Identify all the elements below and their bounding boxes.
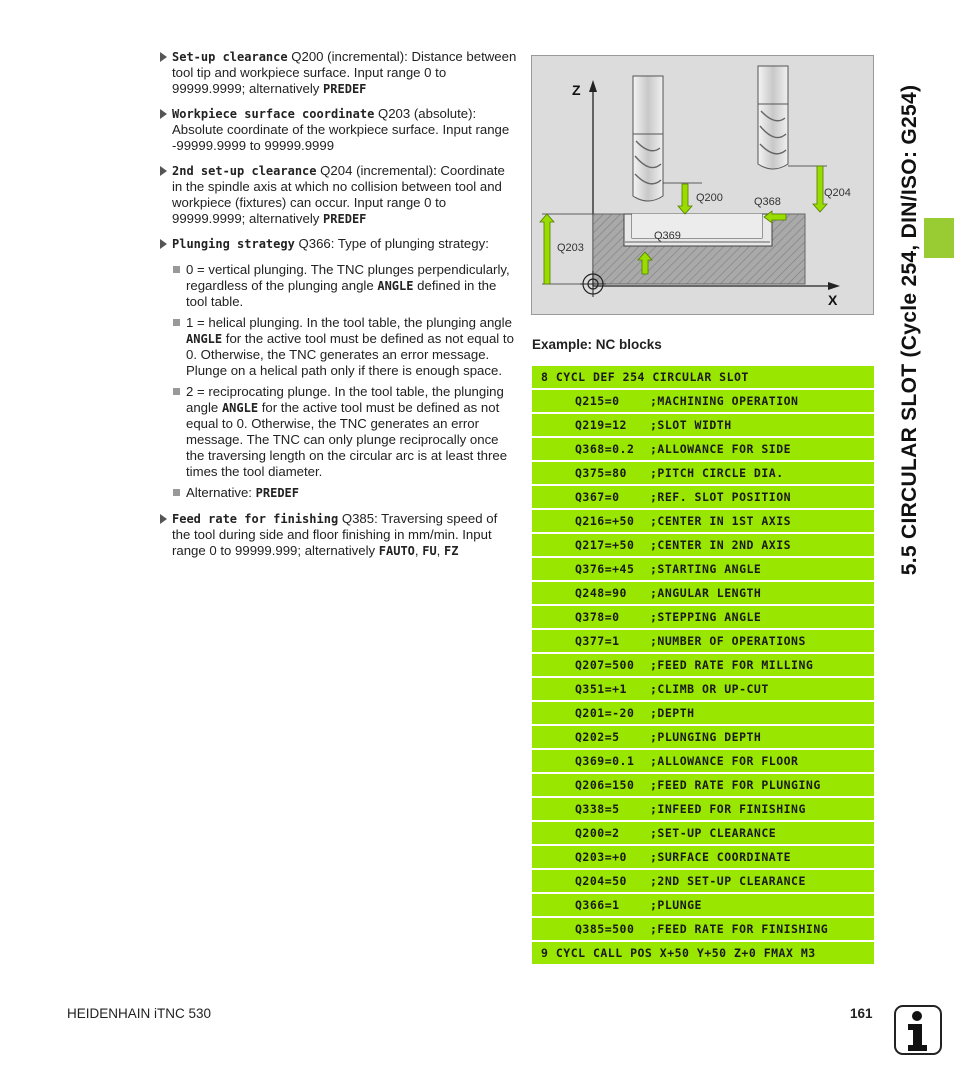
nc-comment: ;INFEED FOR FINISHING	[650, 802, 806, 816]
param-text: Q203 (absolute): Absolute coordinate of the workpiece surface. Input range -99999.9999 to 99999.9999	[172, 106, 510, 153]
triangle-bullet-icon	[160, 166, 167, 176]
param-q203	[158, 106, 518, 154]
separator: ,	[414, 543, 423, 558]
param-text: Q200 (incremental): Distance between tool tip and workpiece surface. Input range 0 to 99999.9999; alternatively	[172, 49, 517, 96]
param-keyword: 2nd set-up clearance	[172, 164, 317, 178]
param-keyword: FAUTO	[378, 544, 415, 558]
option-text: Alternative:	[186, 485, 256, 500]
nc-row	[532, 438, 874, 460]
nc-comment: ;STEPPING ANGLE	[650, 610, 762, 624]
label-q204: Q204	[824, 187, 851, 199]
nc-row	[532, 606, 874, 628]
param-keyword: PREDEF	[323, 212, 367, 226]
nc-row	[532, 390, 874, 412]
param-keyword: PREDEF	[323, 82, 367, 96]
nc-comment: ;FEED RATE FOR PLUNGING	[650, 778, 821, 792]
section-title: 5.5 CIRCULAR SLOT (Cycle 254, DIN/ISO: G254)	[898, 84, 921, 576]
param-text: Q366: Type of plunging strategy:	[294, 236, 489, 251]
nc-code: Q200=2	[575, 826, 620, 840]
nc-code: Q248=90	[575, 586, 627, 600]
nc-code: Q219=12	[575, 418, 627, 432]
side-tab-marker	[924, 218, 954, 258]
nc-row	[532, 678, 874, 700]
option-keyword: PREDEF	[255, 486, 299, 500]
nc-row	[532, 630, 874, 652]
parameter-list	[158, 49, 518, 568]
param-text: Q385: Traversing speed of the tool during side and floor finishing in mm/min. Input range 0 to 99999.999; alternatively	[172, 511, 498, 558]
square-bullet-icon	[173, 388, 180, 395]
arrow-q203-icon	[540, 214, 554, 284]
page-number: 161	[850, 1006, 873, 1021]
option-text: for the active tool must be defined as not equal to 0. Otherwise, the TNC generates an error message. Plunge on a helical path only if there is enough space.	[186, 331, 514, 378]
nc-row	[532, 846, 874, 868]
nc-comment: ;PLUNGING DEPTH	[650, 730, 762, 744]
param-keyword: Plunging strategy	[172, 237, 295, 251]
nc-row	[532, 462, 874, 484]
nc-row	[532, 918, 874, 940]
option-text: 0 = vertical plunging. The TNC plunges perpendicularly, regardless of the plunging angle	[186, 262, 510, 293]
nc-comment: ;ALLOWANCE FOR SIDE	[650, 442, 792, 456]
nc-comment: ;2ND SET-UP CLEARANCE	[650, 874, 806, 888]
param-q200	[158, 49, 518, 97]
param-q385	[158, 511, 518, 559]
nc-comment: ;CENTER IN 1ST AXIS	[650, 514, 792, 528]
nc-comment: ;PLUNGE	[650, 898, 702, 912]
nc-comment: ;MACHINING OPERATION	[650, 394, 799, 408]
nc-code: Q202=5	[575, 730, 620, 744]
slot-diagram	[531, 55, 874, 315]
nc-row	[532, 822, 874, 844]
nc-comment: ;SLOT WIDTH	[650, 418, 732, 432]
nc-code: Q207=500	[575, 658, 635, 672]
nc-comment: ;NUMBER OF OPERATIONS	[650, 634, 806, 648]
nc-row	[532, 654, 874, 676]
nc-comment: ;ANGULAR LENGTH	[650, 586, 762, 600]
option-text: 2 = reciprocating plunge. In the tool table, the plunging angle	[186, 384, 504, 415]
option-keyword: ANGLE	[221, 401, 259, 415]
nc-code: Q367=0	[575, 490, 620, 504]
nc-row	[532, 582, 874, 604]
nc-row	[532, 798, 874, 820]
triangle-bullet-icon	[160, 239, 167, 249]
option-keyword: ANGLE	[377, 279, 414, 293]
z-axis-arrow-icon	[589, 80, 597, 92]
separator: ,	[436, 543, 444, 558]
info-icon	[893, 1004, 943, 1056]
param-keyword: Feed rate for finishing	[172, 512, 339, 526]
triangle-bullet-icon	[160, 52, 167, 62]
nc-row	[532, 750, 874, 772]
param-keyword: FU	[422, 544, 437, 558]
param-keyword: Set-up clearance	[172, 50, 288, 64]
nc-code: Q378=0	[575, 610, 620, 624]
nc-code: Q376=+45	[575, 562, 635, 576]
nc-comment: ;CLIMB OR UP-CUT	[650, 682, 769, 696]
milling-tool-right	[758, 66, 788, 169]
nc-comment: ;SET-UP CLEARANCE	[650, 826, 777, 840]
nc-tail-row: 9 CYCL CALL POS X+50 Y+50 Z+0 FMAX M3	[532, 942, 874, 964]
nc-block-list	[532, 366, 874, 966]
nc-code: Q338=5	[575, 802, 620, 816]
nc-code: Q377=1	[575, 634, 620, 648]
nc-comment: ;PITCH CIRCLE DIA.	[650, 466, 784, 480]
square-bullet-icon	[173, 319, 180, 326]
nc-row	[532, 702, 874, 724]
param-text: Q204 (incremental): Coordinate in the spindle axis at which no collision between tool and workpiece (fixtures) can occur. Input range 0 to 99999.9999; alternatively	[172, 163, 505, 226]
x-axis-label: X	[828, 292, 838, 308]
nc-comment: ;REF. SLOT POSITION	[650, 490, 792, 504]
label-q368: Q368	[754, 196, 781, 208]
nc-comment: ;FEED RATE FOR FINISHING	[650, 922, 829, 936]
option-text: defined in the tool table.	[186, 278, 497, 309]
param-q366	[158, 236, 518, 252]
nc-code: Q368=0.2	[575, 442, 635, 456]
label-q203: Q203	[557, 242, 584, 254]
nc-code: Q204=50	[575, 874, 627, 888]
nc-row	[532, 870, 874, 892]
label-q200: Q200	[696, 192, 723, 204]
param-q204	[158, 163, 518, 227]
slot-diagram-svg	[532, 56, 873, 314]
plunge-option-1	[158, 315, 518, 379]
nc-row	[532, 534, 874, 556]
nc-row	[532, 414, 874, 436]
nc-code: Q385=500	[575, 922, 635, 936]
nc-row	[532, 726, 874, 748]
nc-row	[532, 894, 874, 916]
nc-code: Q375=80	[575, 466, 627, 480]
nc-code: Q369=0.1	[575, 754, 635, 768]
nc-code: Q216=+50	[575, 514, 635, 528]
nc-comment: ;DEPTH	[650, 706, 695, 720]
param-keyword: FZ	[444, 544, 459, 558]
option-keyword: ANGLE	[186, 332, 223, 346]
nc-code: Q366=1	[575, 898, 620, 912]
nc-code: Q351=+1	[575, 682, 627, 696]
square-bullet-icon	[173, 266, 180, 273]
square-bullet-icon	[173, 489, 180, 496]
nc-code: Q203=+0	[575, 850, 627, 864]
nc-code: Q215=0	[575, 394, 620, 408]
label-q369: Q369	[654, 230, 681, 242]
option-text: 1 = helical plunging. In the tool table, the plunging angle	[186, 315, 512, 330]
nc-param-rows	[532, 390, 874, 940]
milling-tool-left	[633, 76, 663, 201]
nc-comment: ;FEED RATE FOR MILLING	[650, 658, 814, 672]
nc-comment: ;CENTER IN 2ND AXIS	[650, 538, 792, 552]
plunge-option-2	[158, 384, 518, 480]
example-title: Example: NC blocks	[532, 337, 662, 352]
nc-comment: ;SURFACE COORDINATE	[650, 850, 792, 864]
triangle-bullet-icon	[160, 514, 167, 524]
footer-product: HEIDENHAIN iTNC 530	[67, 1006, 212, 1021]
nc-head-row: 8 CYCL DEF 254 CIRCULAR SLOT	[532, 366, 874, 388]
option-text: for the active tool must be defined as not equal to 0. Otherwise, the TNC generates an error message. The TNC can only plunge reciprocally once the traversing length on the circular arc is at least three times the tool diameter.	[186, 400, 508, 479]
plunge-option-0	[158, 262, 518, 310]
arrow-q200-icon	[678, 184, 692, 214]
nc-row	[532, 486, 874, 508]
param-keyword: Workpiece surface coordinate	[172, 107, 375, 121]
nc-row	[532, 774, 874, 796]
nc-row	[532, 510, 874, 532]
nc-code: Q201=-20	[575, 706, 635, 720]
z-axis-label: Z	[572, 82, 581, 98]
plunge-option-alt	[158, 485, 518, 501]
triangle-bullet-icon	[160, 109, 167, 119]
nc-comment: ;ALLOWANCE FOR FLOOR	[650, 754, 799, 768]
nc-comment: ;STARTING ANGLE	[650, 562, 762, 576]
x-axis-arrow-icon	[828, 282, 840, 290]
nc-code: Q206=150	[575, 778, 635, 792]
nc-code: Q217=+50	[575, 538, 635, 552]
nc-row	[532, 558, 874, 580]
